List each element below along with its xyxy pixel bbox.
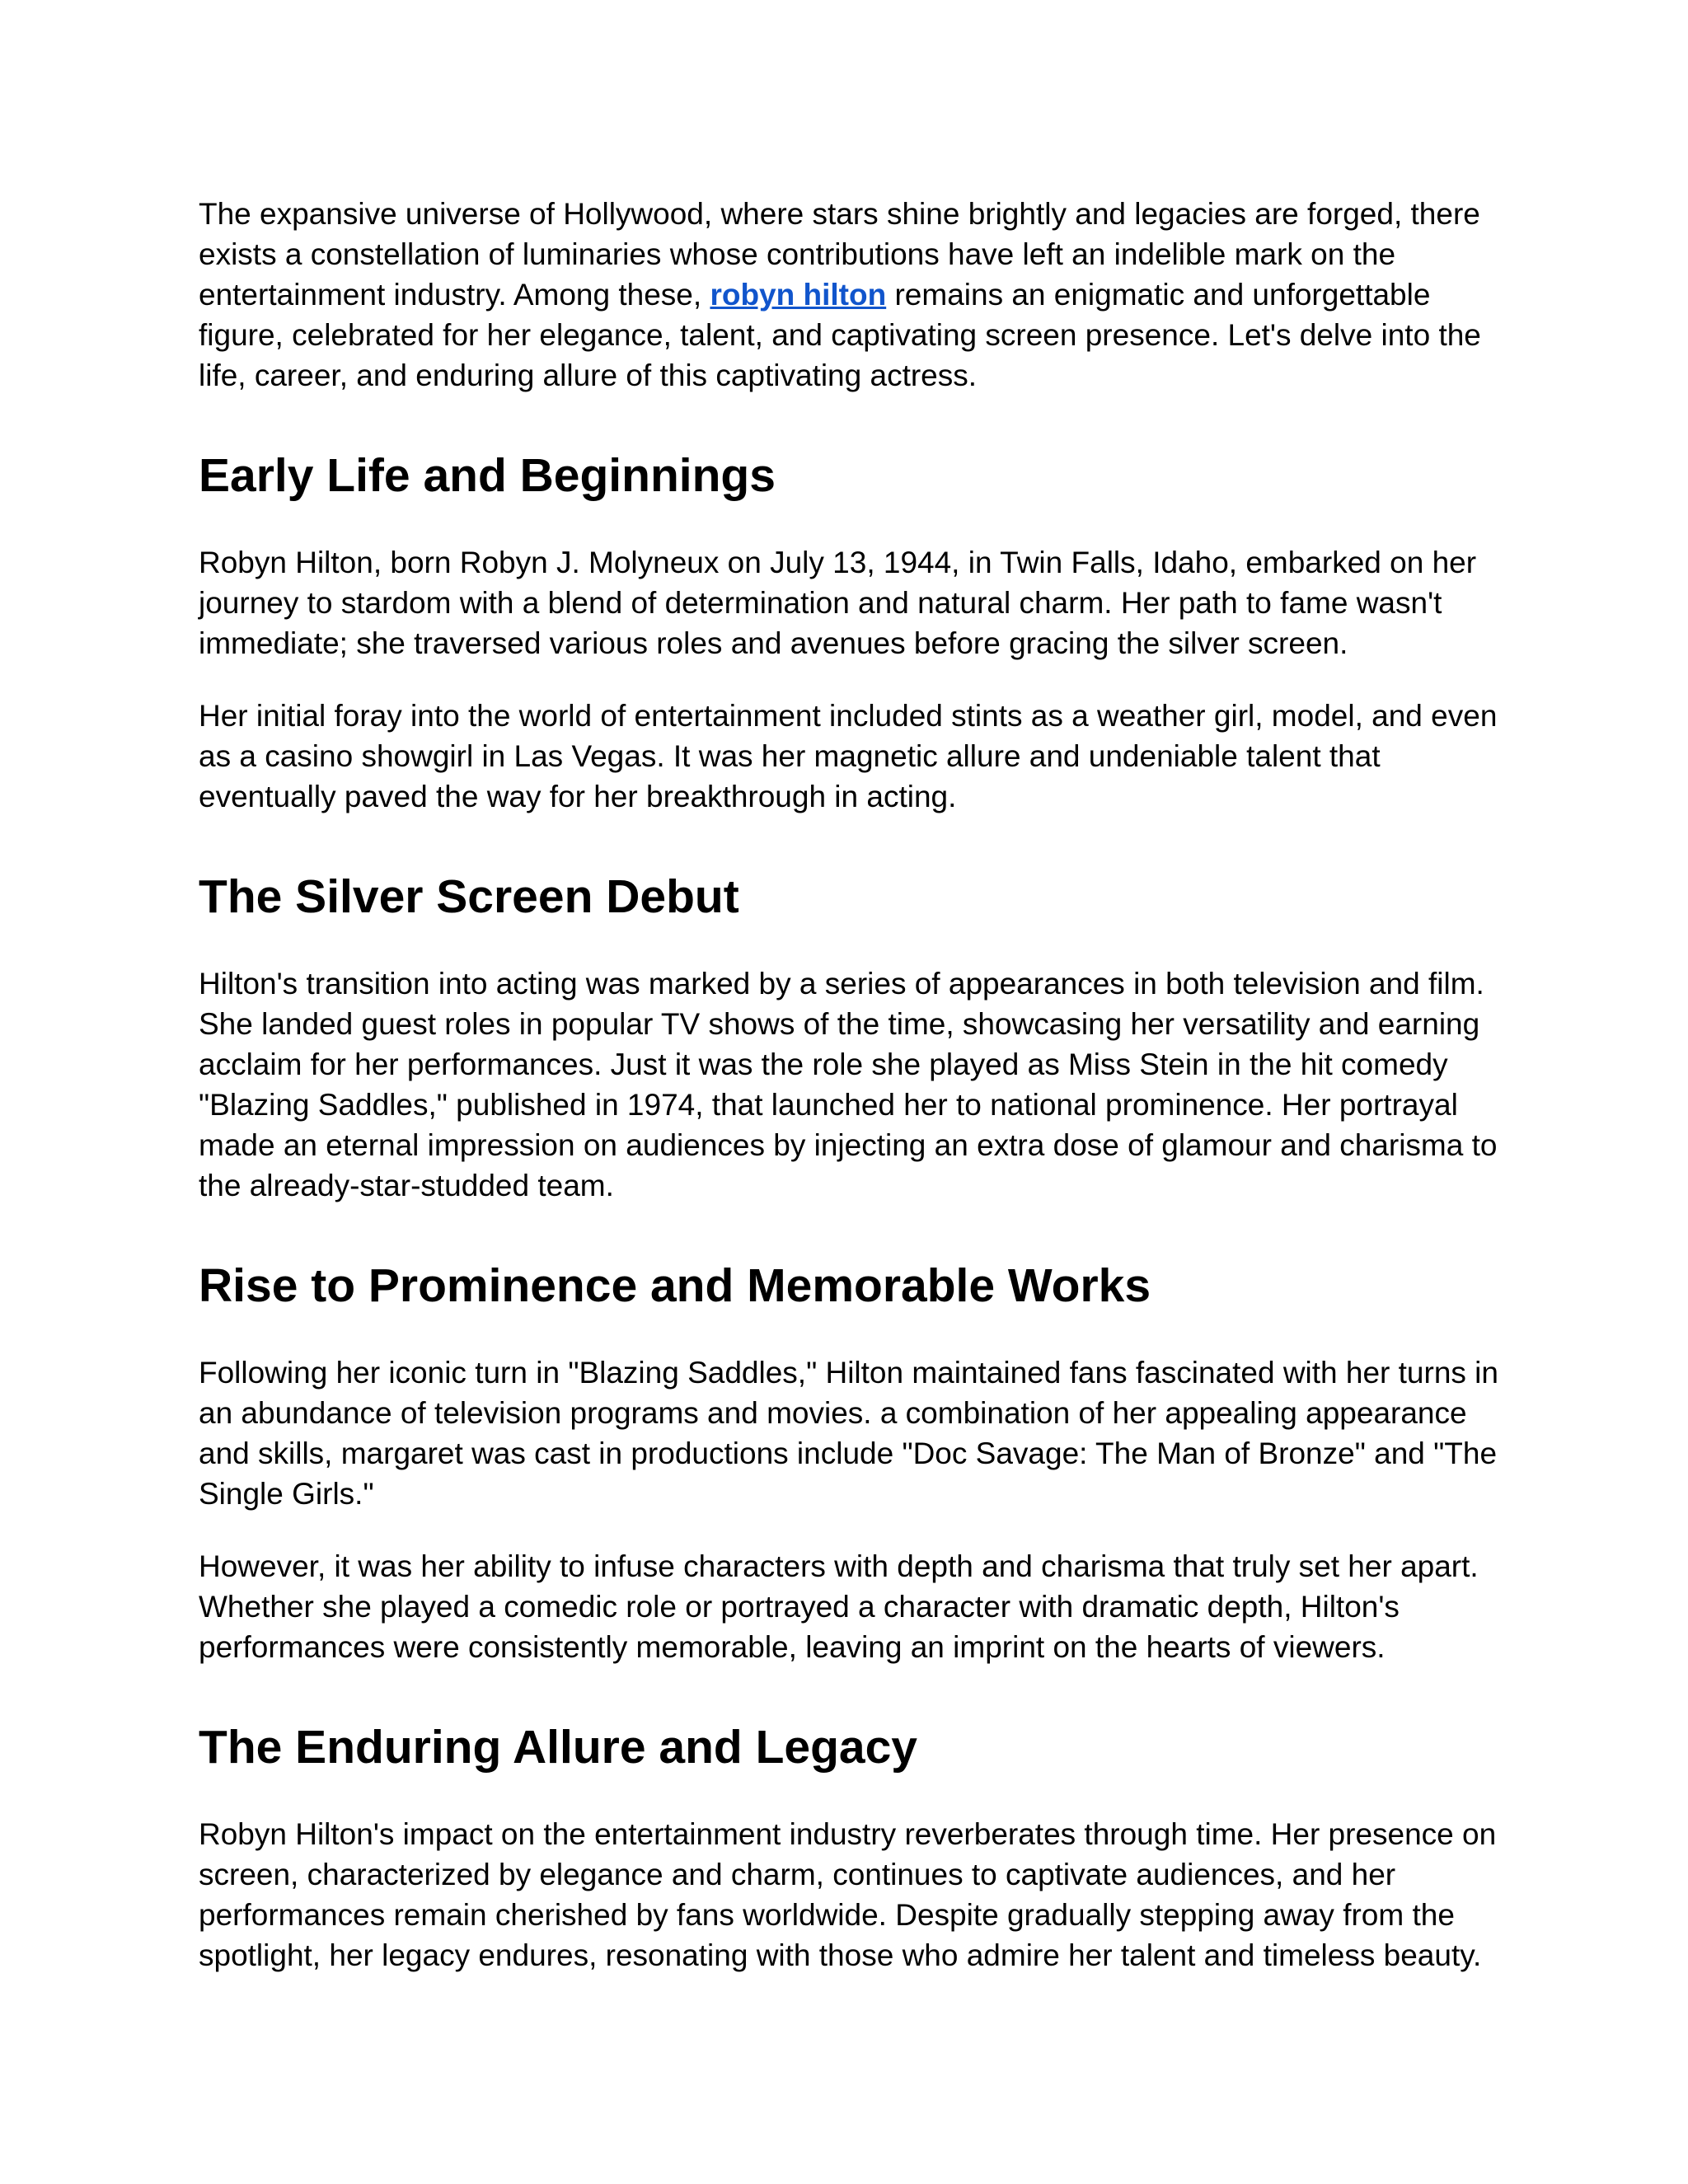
section-heading-rise-to-prominence: Rise to Prominence and Memorable Works [199,1259,1151,1312]
intro-text-after-link: remains an enigmatic and unforgettable figure, celebrated for her elegance, talent, and captivating screen presence. Let's delve into the life, career, and enduring allure of this captivating actress. [199,278,1481,392]
section-heading-silver-screen-debut: The Silver Screen Debut [199,870,739,923]
robyn-hilton-link[interactable]: robyn hilton [710,278,887,312]
intro-paragraph [199,194,1501,396]
section-heading-early-life: Early Life and Beginnings [199,449,776,502]
early-life-paragraph-1: Robyn Hilton, born Robyn J. Molyneux on July 13, 1944, in Twin Falls, Idaho, embarked on her journey to stardom with a blend of determination and natural charm. Her path to fame wasn't immediate; she traversed various roles and avenues before gracing the silver screen. [199,546,1477,660]
rise-paragraph-2: However, it was her ability to infuse characters with depth and charisma that truly set her apart. Whether she played a comedic role or portrayed a character with dramatic depth, Hilton's performances were consistently memorable, leaving an imprint on the hearts of viewers. [199,1549,1479,1664]
section-heading-enduring-allure: The Enduring Allure and Legacy [199,1721,918,1774]
legacy-paragraph-1: Robyn Hilton's impact on the entertainment industry reverberates through time. Her presence on screen, characterized by elegance and charm, continues to captivate audiences, and her performances remain cherished by fans worldwide. Despite gradually stepping away from the spotlight, her legacy endures, resonating with those who admire her talent and timeless beauty. [199,1817,1497,1972]
rise-paragraph-1: Following her iconic turn in "Blazing Saddles," Hilton maintained fans fascinated with her turns in an abundance of television programs and movies. a combination of her appealing appearance and skills, margaret was cast in productions include "Doc Savage: The Man of Bronze" and "The Single Girls." [199,1356,1498,1511]
early-life-paragraph-2: Her initial foray into the world of entertainment included stints as a weather girl, model, and even as a casino showgirl in Las Vegas. It was her magnetic allure and undeniable talent that eventually paved the way for her breakthrough in acting. [199,699,1498,813]
silver-screen-paragraph-1: Hilton's transition into acting was marked by a series of appearances in both television and film. She landed guest roles in popular TV shows of the time, showcasing her versatility and earning acclaim for her performances. Just it was the role she played as Miss Stein in the hit comedy "Blazing Saddles," published in 1974, that launched her to national prominence. Her portrayal made an eternal impression on audiences by injecting an extra dose of glamour and charisma to the already-star-studded team. [199,967,1498,1202]
intro-text-before-link: The expansive universe of Hollywood, where stars shine brightly and legacies are forged, there exists a constellation of luminaries whose contributions have left an indelible mark on the entertainment industry. Among these, [199,197,1480,312]
document-page [199,194,1501,1975]
